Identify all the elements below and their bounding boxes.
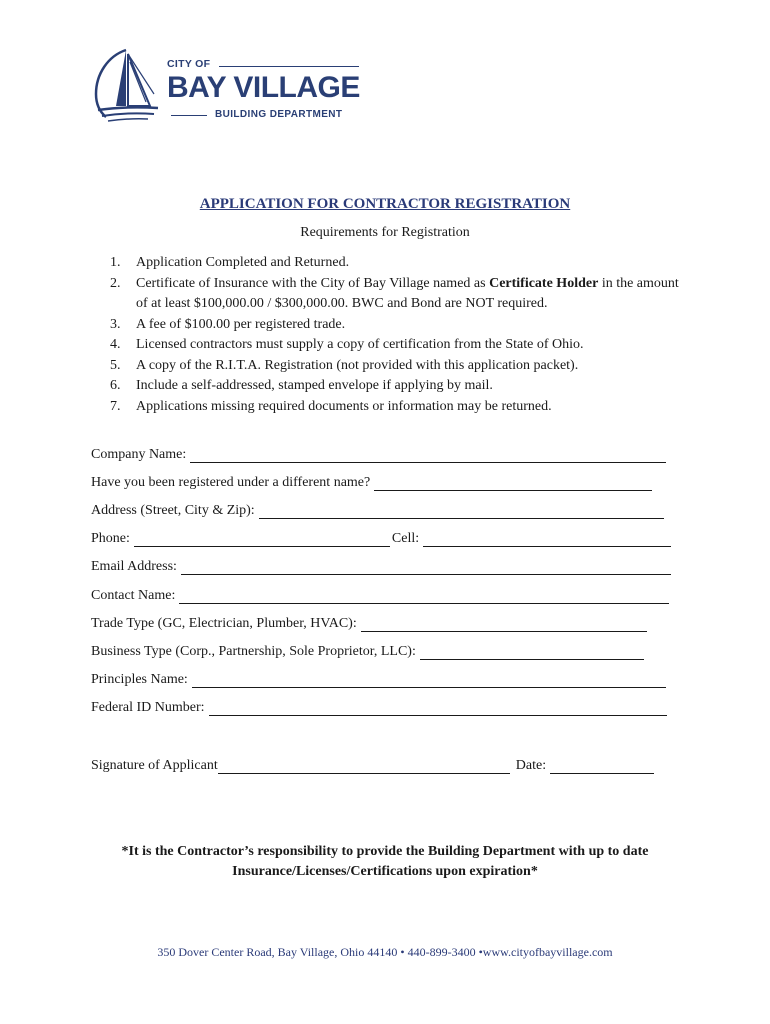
- signature-row: [91, 758, 654, 774]
- federal-id-label: Federal ID Number:: [91, 700, 205, 715]
- city-logo: [92, 46, 362, 126]
- cell-label: Cell:: [391, 531, 420, 546]
- list-item: 5. A copy of the R.I.T.A. Registration (not provided with this application packet).: [110, 357, 579, 373]
- trade-type-label: Trade Type (GC, Electrician, Plumber, HVAC):: [91, 616, 357, 631]
- different-name-label: Have you been registered under a different name?: [91, 475, 371, 490]
- cell-field[interactable]: [423, 532, 671, 547]
- logo-department: BUILDING DEPARTMENT: [215, 109, 343, 120]
- business-type-field[interactable]: [420, 645, 644, 660]
- logo-divider: [219, 66, 359, 67]
- list-item: 4. Licensed contractors must supply a copy of certification from the State of Ohio.: [110, 337, 584, 352]
- business-type-row: [91, 644, 644, 660]
- form-title: APPLICATION FOR CONTRACTOR REGISTRATION: [199, 196, 571, 212]
- signature-field[interactable]: [218, 759, 510, 774]
- company-name-field[interactable]: [190, 448, 666, 463]
- company-name-row: [91, 447, 666, 463]
- company-name-label: Company Name:: [91, 447, 187, 462]
- date-field[interactable]: [550, 759, 654, 774]
- logo-name: BAY VILLAGE: [167, 71, 360, 104]
- certificate-holder-emphasis: Certificate Holder: [489, 275, 599, 291]
- phone-label: Phone:: [91, 531, 130, 546]
- federal-id-field[interactable]: [209, 701, 667, 716]
- federal-id-row: [91, 700, 667, 716]
- different-name-field[interactable]: [374, 476, 652, 491]
- notice-line: *It is the Contractor’s responsibility to provide the Building Department with up to date: [121, 844, 649, 859]
- footer-contact: 350 Dover Center Road, Bay Village, Ohio 44140 • 440-899-3400 •www.cityofbayvillage.com: [157, 945, 613, 959]
- address-label: Address (Street, City & Zip):: [91, 503, 255, 518]
- phone-field[interactable]: [134, 532, 390, 547]
- principles-row: [91, 672, 666, 688]
- phone-row: [91, 531, 671, 547]
- list-item: 2. Certificate of Insurance with the City of Bay Village named as Certificate Holder in the amount of at least $100,000.00 / $300,000.00. BWC and Bond are NOT required.: [110, 275, 679, 311]
- contact-field[interactable]: [179, 589, 669, 604]
- email-label: Email Address:: [91, 559, 177, 574]
- sailboat-icon: [92, 46, 160, 124]
- logo-divider: [171, 115, 207, 116]
- notice-line: Insurance/Licenses/Certifications upon expiration*: [232, 864, 538, 879]
- responsibility-notice: [0, 842, 770, 882]
- address-row: [91, 503, 664, 519]
- list-item: 1. Application Completed and Returned.: [110, 255, 350, 270]
- trade-type-row: [91, 616, 647, 632]
- contact-row: [91, 588, 669, 604]
- list-item: 6. Include a self-addressed, stamped envelope if applying by mail.: [110, 378, 493, 393]
- trade-type-field[interactable]: [361, 617, 647, 632]
- address-field[interactable]: [259, 504, 664, 519]
- date-label: Date:: [515, 758, 547, 773]
- signature-label: Signature of Applicant: [91, 758, 218, 773]
- email-field[interactable]: [181, 560, 671, 575]
- requirements-list: [110, 253, 690, 417]
- list-item: 3. A fee of $100.00 per registered trade.: [110, 316, 346, 332]
- different-name-row: [91, 475, 652, 491]
- list-item: 7. Applications missing required documents or information may be returned.: [110, 398, 552, 414]
- logo-city-of: CITY OF: [167, 58, 211, 70]
- form-subtitle: Requirements for Registration: [300, 225, 470, 240]
- email-row: [91, 559, 671, 575]
- principles-field[interactable]: [192, 673, 666, 688]
- business-type-label: Business Type (Corp., Partnership, Sole Proprietor, LLC):: [91, 644, 416, 659]
- principles-label: Principles Name:: [91, 672, 188, 687]
- contact-label: Contact Name:: [91, 588, 176, 603]
